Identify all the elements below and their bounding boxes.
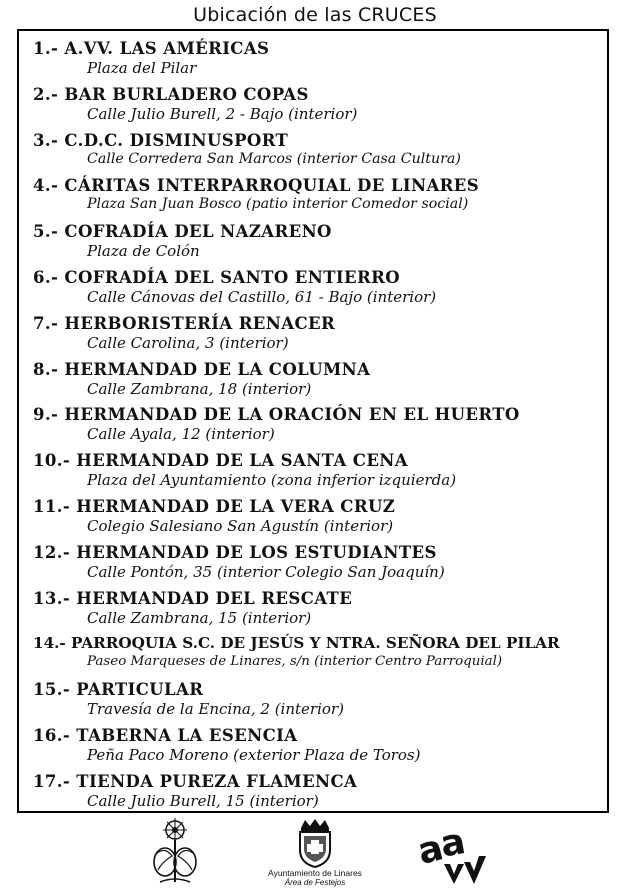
list-item	[33, 131, 603, 177]
list-item	[33, 726, 603, 772]
list-item	[33, 680, 603, 726]
item-address: Calle Zambrana, 15 (interior)	[87, 608, 312, 627]
list-item	[33, 39, 603, 85]
item-address: Plaza de Colón	[87, 242, 200, 261]
item-name: 10.- HERMANDAD DE LA SANTA CENA	[33, 451, 408, 471]
location-list	[33, 39, 603, 818]
item-name: 11.- HERMANDAD DE LA VERA CRUZ	[33, 496, 396, 516]
item-address: Calle Corredera San Marcos (interior Casa Cultura)	[87, 150, 461, 167]
item-name: 5.- COFRADÍA DEL NAZARENO	[33, 222, 332, 242]
item-address: Calle Julio Burell, 15 (interior)	[87, 791, 319, 810]
list-item	[33, 360, 603, 406]
footer-logos	[0, 818, 630, 895]
ayuntamiento-logo	[258, 818, 372, 888]
list-item	[33, 772, 603, 818]
item-name: 13.- HERMANDAD DEL RESCATE	[33, 588, 353, 608]
item-name: 17.- TIENDA PUREZA FLAMENCA	[33, 771, 358, 791]
item-address: Peña Paco Moreno (exterior Plaza de Toros)	[87, 745, 421, 764]
list-item	[33, 176, 603, 222]
list-item	[33, 589, 603, 635]
item-name: 9.- HERMANDAD DE LA ORACIÓN EN EL HUERTO	[33, 405, 520, 425]
list-item	[33, 451, 603, 497]
item-name: 14.- PARROQUIA S.C. DE JESÚS Y NTRA. SEÑORA DEL PILAR	[33, 634, 560, 653]
list-item	[33, 405, 603, 451]
item-name: 16.- TABERNA LA ESENCIA	[33, 725, 298, 745]
item-address: Calle Pontón, 35 (interior Colegio San Joaquín)	[87, 562, 445, 581]
item-name: 2.- BAR BURLADERO COPAS	[33, 84, 309, 104]
item-name: 1.- A.VV. LAS AMÉRICAS	[33, 39, 270, 58]
list-item	[33, 222, 603, 268]
cofradia-emblem-logo	[150, 818, 200, 888]
item-name: 4.- CÁRITAS INTERPARROQUIAL DE LINARES	[33, 176, 480, 196]
item-address: Colegio Salesiano San Agustín (interior)	[87, 516, 394, 535]
list-item	[33, 314, 603, 360]
item-address: Calle Cánovas del Castillo, 61 - Bajo (interior)	[87, 287, 437, 306]
list-item	[33, 634, 603, 680]
item-name: 7.- HERBORISTERÍA RENACER	[33, 313, 336, 333]
item-address: Paseo Marqueses de Linares, s/n (interior Centro Parroquial)	[87, 654, 503, 670]
page-title: Ubicación de las CRUCES	[193, 4, 437, 26]
ayuntamiento-name: Ayuntamiento de Linares	[268, 868, 362, 878]
svg-text:a: a	[437, 820, 469, 866]
item-name: 12.- HERMANDAD DE LOS ESTUDIANTES	[33, 542, 437, 562]
item-name: 3.- C.D.C. DISMINUSPORT	[33, 130, 289, 150]
list-item	[33, 85, 603, 131]
list-item	[33, 497, 603, 543]
ayuntamiento-area: Área de Festejos	[284, 878, 346, 887]
item-address: Plaza del Pilar	[87, 59, 197, 77]
item-address: Calle Zambrana, 18 (interior)	[87, 379, 312, 398]
item-address: Calle Julio Burell, 2 - Bajo (interior)	[87, 104, 358, 123]
item-name: 15.- PARTICULAR	[33, 680, 204, 700]
svg-text:a: a	[413, 827, 448, 873]
item-name: 6.- COFRADÍA DEL SANTO ENTIERRO	[33, 267, 400, 287]
list-item	[33, 543, 603, 589]
item-address: Plaza San Juan Bosco (patio interior Comedor social)	[87, 196, 469, 213]
list-item	[33, 268, 603, 314]
aavv-logo	[413, 820, 494, 886]
item-address: Calle Carolina, 3 (interior)	[87, 333, 289, 352]
item-address: Plaza del Ayuntamiento (zona inferior izquierda)	[87, 471, 457, 490]
item-address: Travesía de la Encina, 2 (interior)	[87, 700, 344, 719]
item-address: Calle Ayala, 12 (interior)	[87, 425, 275, 444]
item-name: 8.- HERMANDAD DE LA COLUMNA	[33, 359, 371, 379]
